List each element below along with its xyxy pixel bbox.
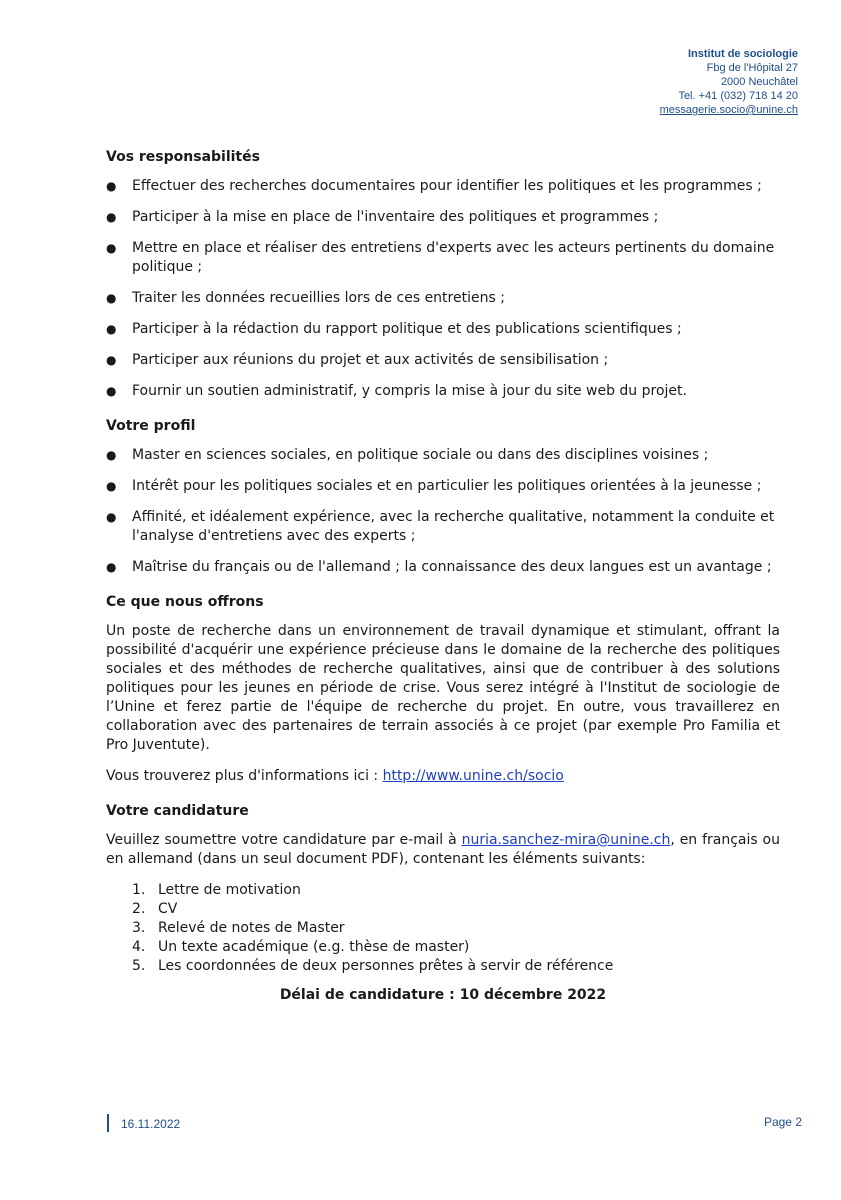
offer-heading: Ce que nous offrons (106, 594, 264, 610)
header-email-link[interactable]: messagerie.socio@unine.ch (659, 104, 798, 116)
list-item: ● Intérêt pour les politiques sociales et en particulier les politiques orientées à la jeunesse ; (106, 478, 762, 494)
phone-number: Tel. +41 (032) 718 14 20 (678, 90, 798, 102)
city-address: 2000 Neuchâtel (720, 76, 798, 88)
list-item: ● Mettre en place et réaliser des entretiens d'experts avec les acteurs pertinents du domaine politique ; (106, 240, 775, 275)
profile-list (106, 446, 780, 577)
list-item: 4. Un texte académique (e.g. thèse de master) (132, 939, 470, 955)
bullet-icon: ● (106, 479, 117, 493)
application-intro: Veuillez soumettre votre candidature par e-mail à nuria.sanchez-mira@unine.ch, en français ou en allemand (dans un seul document PDF), contenant les éléments suivants: (106, 832, 780, 867)
document-body (106, 148, 780, 1005)
responsibilities-heading: Vos responsabilités (106, 149, 260, 165)
list-item: ● Affinité, et idéalement expérience, avec la recherche qualitative, notamment la conduite et l'analyse d'entretiens avec des experts ; (106, 509, 775, 544)
bullet-icon: ● (106, 560, 117, 574)
list-item: ● Maîtrise du français ou de l'allemand ; la connaissance des deux langues est un avantage ; (106, 559, 772, 575)
application-deadline: Délai de candidature : 10 décembre 2022 (279, 987, 607, 1003)
bullet-icon: ● (106, 384, 117, 398)
more-info-line: Vous trouverez plus d'informations ici : http://www.unine.ch/socio (106, 768, 564, 784)
bullet-icon: ● (106, 291, 117, 305)
bullet-icon: ● (106, 353, 117, 367)
bullet-icon: ● (106, 241, 117, 255)
application-email-link[interactable]: nuria.sanchez-mira@unine.ch (461, 832, 671, 848)
list-item: 2. CV (132, 901, 178, 917)
bullet-icon: ● (106, 510, 117, 524)
list-item: ● Effectuer des recherches documentaires pour identifier les politiques et les programmes ; (106, 178, 762, 194)
responsibilities-list (106, 177, 780, 401)
application-heading: Votre candidature (106, 803, 249, 819)
street-address: Fbg de l'Hôpital 27 (706, 62, 798, 74)
bullet-icon: ● (106, 179, 117, 193)
list-item: 3. Relevé de notes de Master (132, 920, 345, 936)
list-item: ● Master en sciences sociales, en politique sociale ou dans des disciplines voisines ; (106, 447, 709, 463)
bullet-icon: ● (106, 210, 117, 224)
application-documents-list (106, 881, 780, 976)
list-item: ● Traiter les données recueillies lors de ces entretiens ; (106, 290, 505, 306)
more-info-link[interactable]: http://www.unine.ch/socio (382, 768, 564, 784)
list-item: ● Participer à la mise en place de l'inventaire des politiques et programmes ; (106, 209, 659, 225)
list-item: 5. Les coordonnées de deux personnes prêtes à servir de référence (132, 958, 614, 974)
list-item: ● Participer à la rédaction du rapport politique et des publications scientifiques ; (106, 321, 682, 337)
page-number: Page 2 (763, 1115, 802, 1129)
footer-divider (107, 1114, 109, 1132)
profile-heading: Votre profil (106, 418, 196, 434)
bullet-icon: ● (106, 322, 117, 336)
list-item: ● Fournir un soutien administratif, y compris la mise à jour du site web du projet. (106, 383, 687, 399)
list-item: ● Participer aux réunions du projet et aux activités de sensibilisation ; (106, 352, 609, 368)
institute-name: Institut de sociologie (687, 48, 798, 60)
bullet-icon: ● (106, 448, 117, 462)
list-item: 1. Lettre de motivation (132, 882, 301, 898)
footer-date: 16.11.2022 (121, 1117, 181, 1131)
letterhead (498, 47, 798, 117)
offer-paragraph: Un poste de recherche dans un environnement de travail dynamique et stimulant, offrant la possibilité d'acquérir une expérience précieuse dans le domaine de la recherche des politiques sociales et des méthodes de recherche qualitatives, ainsi que de contribuer à des solutions politiques pour les jeunes en période de crise. Vous serez intégré à l'Institut de sociologie de l’Unine et ferez partie de l'équipe de recherche du projet. En outre, vous travaillerez en collaboration avec des partenaires de terrain associés à ce projet (par exemple Pro Familia et Pro Juventute). (106, 623, 780, 753)
